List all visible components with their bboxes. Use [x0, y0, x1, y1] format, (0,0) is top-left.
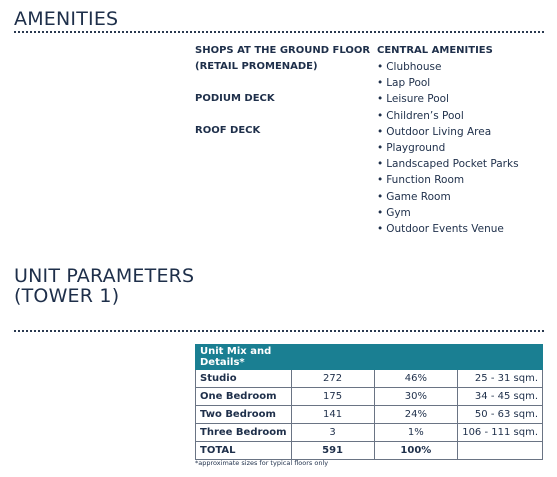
central-amenity-label: Landscaped Pocket Parks: [386, 158, 519, 171]
total-unit-type-cell: TOTAL: [196, 442, 292, 460]
bullet-icon: •: [377, 142, 384, 155]
central-amenity-label: Leisure Pool: [386, 93, 449, 106]
central-amenity-item: [377, 140, 552, 156]
central-amenity-item: [377, 189, 552, 205]
location-block-podium-deck: [195, 91, 375, 107]
central-amenity-label: Function Room: [386, 174, 465, 187]
total-unit-count-cell: 591: [291, 442, 374, 460]
unit-count-cell: 3: [291, 424, 374, 442]
bullet-icon: •: [377, 93, 384, 106]
unit-count-cell: 175: [291, 388, 374, 406]
unit-mix-table-title: Unit Mix and Details*: [196, 345, 292, 370]
table-row: [196, 388, 543, 406]
central-amenity-item: [377, 108, 552, 124]
central-amenity-item: [377, 124, 552, 140]
table-row: [196, 406, 543, 424]
unit-size-cell: 50 - 63 sqm.: [458, 406, 543, 424]
unit-share-cell: 24%: [374, 406, 458, 424]
amenities-location-list: [195, 43, 375, 155]
header-cell: [458, 345, 543, 370]
bullet-icon: •: [377, 109, 384, 122]
central-amenity-label: Lap Pool: [386, 77, 431, 90]
central-amenities-list: [377, 59, 552, 237]
bullet-icon: •: [377, 206, 384, 219]
unit-share-cell: 1%: [374, 424, 458, 442]
unit-parameters-heading-text: UNIT PARAMETERS (TOWER 1): [14, 265, 195, 307]
central-amenity-item: [377, 91, 552, 107]
unit-count-cell: 272: [291, 370, 374, 388]
bullet-icon: •: [377, 158, 384, 171]
location-block-ground-floor: [195, 43, 375, 75]
location-block-roof-deck: [195, 123, 375, 139]
amenities-dotted-divider: [14, 31, 544, 33]
unit-type-cell: Studio: [196, 370, 292, 388]
bullet-icon: •: [377, 77, 384, 90]
unit-size-cell: 106 - 111 sqm.: [458, 424, 543, 442]
table-row: [196, 370, 543, 388]
unit-parameters-heading: [14, 266, 214, 306]
central-amenity-item: [377, 75, 552, 91]
unit-type-cell: Three Bedroom: [196, 424, 292, 442]
unit-parameters-dotted-divider: [14, 330, 544, 332]
central-amenity-item: [377, 172, 552, 188]
table-row: [196, 424, 543, 442]
central-amenity-label: Outdoor Living Area: [386, 125, 492, 138]
bullet-icon: •: [377, 125, 384, 138]
central-amenities-title: CENTRAL AMENITIES: [377, 45, 493, 56]
unit-size-cell: 34 - 45 sqm.: [458, 388, 543, 406]
unit-mix-table: [195, 344, 543, 460]
central-amenities: [377, 43, 552, 237]
unit-mix-footnote: *approximate sizes for typical floors only: [195, 459, 329, 467]
central-amenity-item: [377, 205, 552, 221]
bullet-icon: •: [377, 190, 384, 203]
central-amenity-item: [377, 156, 552, 172]
central-amenity-label: Children’s Pool: [386, 109, 464, 122]
table-total-row: [196, 442, 543, 460]
unit-size-cell: 25 - 31 sqm.: [458, 370, 543, 388]
total-unit-size-cell: [458, 442, 543, 460]
central-amenity-label: Outdoor Events Venue: [386, 223, 504, 236]
header-cell: [291, 345, 374, 370]
bullet-icon: •: [377, 174, 384, 187]
unit-share-cell: 30%: [374, 388, 458, 406]
location-line: PODIUM DECK: [195, 93, 275, 104]
unit-share-cell: 46%: [374, 370, 458, 388]
central-amenity-item: [377, 59, 552, 75]
total-unit-share-cell: 100%: [374, 442, 458, 460]
amenities-heading: AMENITIES: [14, 8, 119, 30]
central-amenity-item: [377, 221, 552, 237]
unit-type-cell: Two Bedroom: [196, 406, 292, 424]
unit-type-cell: One Bedroom: [196, 388, 292, 406]
header-cell: [374, 345, 458, 370]
unit-mix-table-header: [196, 345, 543, 370]
central-amenity-label: Gym: [386, 206, 411, 219]
central-amenity-label: Clubhouse: [386, 61, 442, 73]
location-line: SHOPS AT THE GROUND FLOOR: [195, 45, 371, 56]
central-amenity-label: Game Room: [386, 190, 451, 203]
bullet-icon: •: [377, 61, 384, 73]
central-amenity-label: Playground: [386, 142, 446, 155]
location-line: (RETAIL PROMENADE): [195, 61, 318, 72]
unit-count-cell: 141: [291, 406, 374, 424]
bullet-icon: •: [377, 223, 384, 236]
location-line: ROOF DECK: [195, 125, 261, 136]
